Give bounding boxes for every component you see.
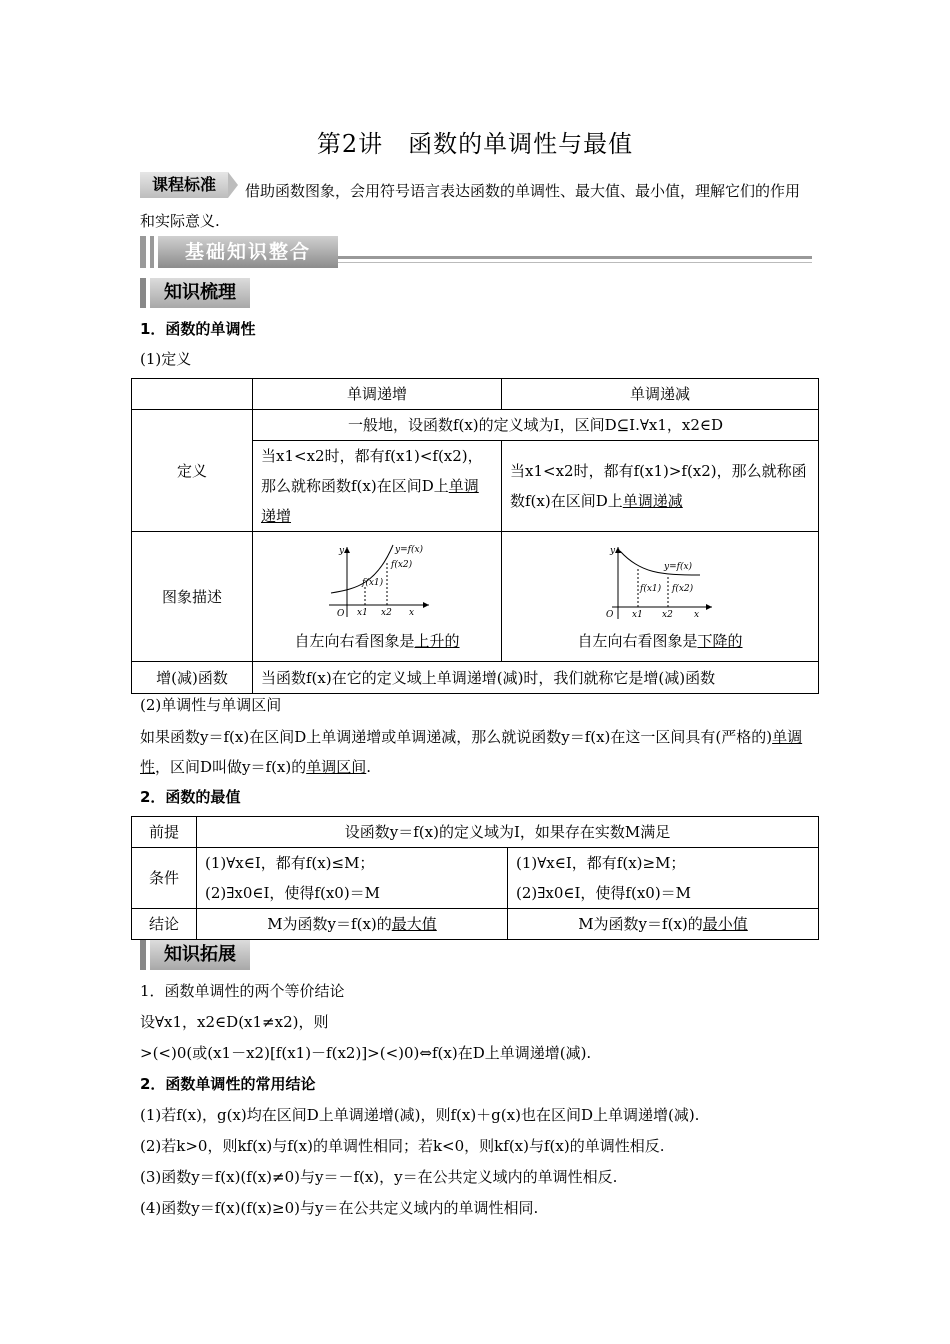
svg-text:y=f(x): y=f(x) — [664, 561, 693, 572]
svg-text:x1: x1 — [357, 607, 368, 618]
svg-text:x2: x2 — [381, 607, 392, 618]
interval-paragraph: 如果函数y＝f(x)在区间D上单调递增或单调递减，那么就说函数y＝f(x)在这一区间具有(严格的)单调性，区间D叫做y＝f(x)的单调区间. — [140, 728, 803, 776]
graph-decreasing-cell: y y=f(x) f(x1) f(x2) O x1 x2 x 自左向右看图象是下降的 — [502, 532, 819, 662]
row-label-graph: 图象描述 — [132, 532, 253, 662]
course-standard-text: 借助函数图象，会用符号语言表达函数的单调性、最大值、最小值，理解它们的作用和实际意义. — [140, 182, 801, 230]
definition-decreasing: 当x1<x2时，都有f(x1)>f(x2)，那么就称函数f(x)在区间D上单调递减 — [502, 441, 819, 532]
svg-text:y=f(x): y=f(x) — [395, 544, 424, 555]
heading-monotonicity: 1．函数的单调性 — [140, 320, 256, 338]
extremum-table — [131, 816, 819, 940]
extension-line-6: (4)函数y＝f(x)(f(x)≥0)与y＝在公共定义域内的单调性相同. — [140, 1199, 539, 1217]
svg-text:O: O — [337, 608, 345, 619]
course-standard-tag: 课程标准 — [140, 172, 228, 198]
section-banner — [140, 236, 812, 268]
row-label-definition: 定义 — [132, 410, 253, 532]
extension-heading-2: 2．函数单调性的常用结论 — [140, 1075, 316, 1093]
extension-heading-1: 1．函数单调性的两个等价结论 — [140, 982, 345, 1000]
conclusion-min: M为函数y＝f(x)的最小值 — [508, 909, 819, 940]
subheading-knowledge-label: 知识梳理 — [150, 278, 250, 308]
extension-line-1: 设∀x1，x2∈D(x1≠x2)，则 — [140, 1013, 329, 1031]
heading-extremum: 2．函数的最值 — [140, 788, 241, 806]
svg-text:f(x1): f(x1) — [640, 583, 662, 594]
svg-text:f(x1): f(x1) — [362, 577, 384, 588]
condition-label: 条件 — [132, 848, 197, 909]
svg-text:x1: x1 — [632, 609, 643, 620]
extension-line-3: (1)若f(x)，g(x)均在区间D上单调递增(减)，则f(x)＋g(x)也在区间D上单调递增(减). — [140, 1106, 700, 1124]
page-title: 第2讲 函数的单调性与最值 — [316, 130, 634, 158]
graph-increasing-cell: y y=f(x) f(x2) f(x1) O x1 x2 x 自左向右看图象是上升的 — [253, 532, 502, 662]
conclusion-label: 结论 — [132, 909, 197, 940]
increasing-graph — [317, 543, 437, 621]
svg-text:x2: x2 — [662, 609, 673, 620]
premise-text: 设函数y＝f(x)的定义域为I，如果存在实数M满足 — [197, 817, 819, 848]
subheading-interval: (2)单调性与单调区间 — [140, 696, 282, 714]
decreasing-graph — [600, 543, 720, 621]
subheading-extension-label: 知识拓展 — [150, 940, 250, 970]
conclusion-max: M为函数y＝f(x)的最大值 — [197, 909, 508, 940]
svg-text:O: O — [606, 609, 614, 620]
definition-increasing: 当x1<x2时，都有f(x1)<f(x2)，那么就称函数f(x)在区间D上单调递增 — [253, 441, 502, 532]
extension-line-5: (3)函数y＝f(x)(f(x)≠0)与y＝－f(x)，y＝在公共定义域内的单调性相反. — [140, 1168, 618, 1186]
col-increasing: 单调递增 — [253, 379, 502, 410]
svg-text:y: y — [339, 545, 345, 556]
svg-text:x: x — [409, 607, 415, 618]
subheading-extension — [140, 940, 250, 970]
subheading-knowledge — [140, 278, 250, 308]
subheading-definition: (1)定义 — [140, 350, 192, 368]
col-decreasing: 单调递减 — [502, 379, 819, 410]
premise-label: 前提 — [132, 817, 197, 848]
function-definition: 当函数f(x)在它的定义域上单调递增(减)时，我们就称它是增(减)函数 — [253, 662, 819, 694]
condition-max: (1)∀x∈I，都有f(x)≤M； (2)∃x0∈I，使得f(x0)＝M — [197, 848, 508, 909]
svg-text:x: x — [694, 609, 700, 620]
banner-title: 基础知识整合 — [158, 236, 338, 268]
svg-text:f(x2): f(x2) — [672, 583, 694, 594]
extension-line-4: (2)若k>0，则kf(x)与f(x)的单调性相同；若k<0，则kf(x)与f(x)的单调性相反. — [140, 1137, 665, 1155]
extension-line-2: >(<)0(或(x1－x2)[f(x1)－f(x2)]>(<)0)⇔f(x)在D上单调递增(减). — [140, 1044, 592, 1062]
svg-text:f(x2): f(x2) — [391, 559, 413, 570]
svg-text:y: y — [610, 545, 616, 556]
definition-common: 一般地，设函数f(x)的定义域为I，区间D⊆I.∀x1，x2∈D — [253, 410, 819, 441]
row-label-function: 增(减)函数 — [132, 662, 253, 694]
condition-min: (1)∀x∈I，都有f(x)≥M； (2)∃x0∈I，使得f(x0)＝M — [508, 848, 819, 909]
monotonicity-table — [131, 378, 819, 694]
